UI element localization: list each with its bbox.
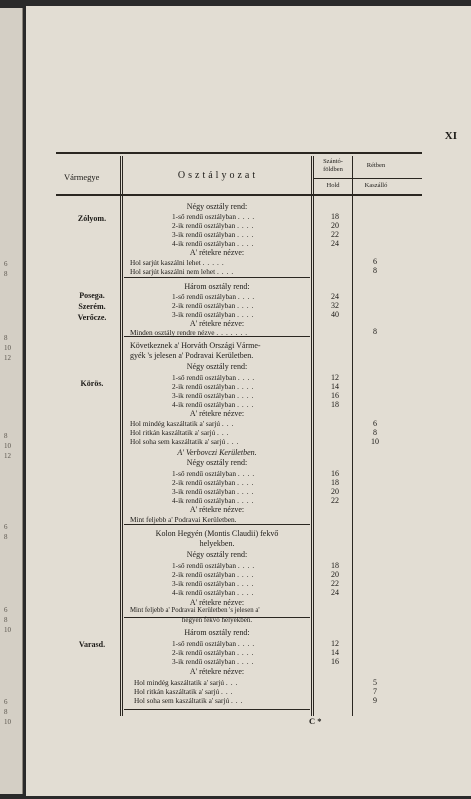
class-header: Osztályozat	[177, 170, 259, 181]
meadow-row: Hol sarjút kaszálni lehet .....	[130, 258, 227, 267]
meadow-value: 6	[373, 257, 377, 266]
land-header: Szántó-földben	[323, 158, 343, 173]
table-top-rule	[56, 152, 422, 154]
meadow-value: 10	[371, 437, 379, 446]
class-row: 3-ik rendű osztályban ....	[172, 391, 257, 400]
class-row: 1-ső rendű osztályban ....	[172, 212, 258, 221]
land-value: 16	[331, 469, 339, 478]
meadow-header: Rétben	[366, 162, 386, 169]
meadow-row: Hol ritkán kaszáltatik a' sarjú ...	[134, 687, 236, 696]
class-row: 1-ső rendű osztályban ....	[172, 469, 258, 478]
land-value: 20	[331, 487, 339, 496]
margin-number: 8	[4, 270, 8, 278]
section-title: Kolon Hegyén (Montis Claudii) fekvő	[155, 529, 279, 538]
page-number: XI	[444, 130, 457, 142]
meadow-value: 7	[373, 687, 377, 696]
land-value: 40	[331, 310, 339, 319]
land-value: 18	[331, 400, 339, 409]
header-bottom-rule	[56, 194, 422, 196]
margin-number: 6	[4, 698, 8, 706]
class-row: 4-ik rendű osztályban ....	[172, 400, 257, 409]
book-page	[26, 6, 471, 796]
class-heading: Négy osztály rend:	[186, 550, 248, 559]
class-heading: Négy osztály rend:	[186, 458, 248, 467]
meadow-value: 9	[373, 696, 377, 705]
column-divider	[352, 156, 353, 716]
class-row: 3-ik rendű osztályban ....	[172, 657, 257, 666]
land-value: 16	[331, 391, 339, 400]
class-row: 4-ik rendű osztályban ....	[172, 239, 257, 248]
section-title: Következnek a' Horváth Országi Várme-	[130, 341, 261, 350]
signature-mark: C *	[309, 716, 322, 726]
meadow-row: Hol soha sem kaszáltatik a' sarjú ...	[134, 696, 246, 705]
county-szerem: Szerém.	[78, 302, 106, 311]
county-zolyom: Zólyom.	[77, 214, 107, 223]
county-header: Vármegye	[64, 172, 100, 182]
section-rule	[124, 277, 310, 278]
margin-number: 8	[4, 708, 8, 716]
land-value: 14	[331, 382, 339, 391]
class-row: 3-ik rendű osztályban ....	[172, 230, 257, 239]
class-row: 4-ik rendű osztályban ....	[172, 588, 257, 597]
class-row: 1-ső rendű osztályban ....	[172, 639, 258, 648]
class-row: 3-ik rendű osztályban ....	[172, 579, 257, 588]
meadow-row: Hol soha sem kaszáltatik a' sarjú ...	[130, 437, 242, 446]
margin-number: 10	[4, 718, 11, 726]
county-koros: Körös.	[80, 379, 104, 388]
margin-number: 6	[4, 523, 8, 531]
class-row: 1-ső rendű osztályban ....	[172, 373, 258, 382]
class-row: 2-ik rendű osztályban ....	[172, 478, 257, 487]
meadow-heading: A' rétekre nézve:	[189, 248, 245, 257]
margin-number: 10	[4, 626, 11, 634]
meadow-row: hegyen fekvő helyekben.	[181, 616, 253, 624]
class-heading: Három osztály rend:	[184, 628, 250, 637]
meadow-row: Hol mindég kaszáltatik a' sarjú ...	[134, 678, 241, 687]
land-value: 12	[331, 373, 339, 382]
meadow-value: 8	[373, 428, 377, 437]
land-value: 24	[331, 292, 339, 301]
class-row: 2-ik rendű osztályban ....	[172, 648, 257, 657]
class-heading: Négy osztály rend:	[186, 202, 248, 211]
class-row: 2-ik rendű osztályban ....	[172, 301, 257, 310]
margin-number: 8	[4, 533, 8, 541]
section-title: helyekben.	[199, 539, 235, 548]
county-varasd: Varasd.	[78, 640, 106, 649]
meadow-heading: A' rétekre nézve:	[189, 667, 245, 676]
land-value: 18	[331, 478, 339, 487]
column-divider	[120, 156, 121, 716]
land-value: 12	[331, 639, 339, 648]
column-divider	[122, 156, 123, 716]
meadow-value: 8	[373, 327, 377, 336]
unit-header-meadow: Kaszálló	[364, 182, 388, 189]
class-row: 2-ik rendű osztályban ....	[172, 221, 257, 230]
land-value: 18	[331, 561, 339, 570]
class-heading: Három osztály rend:	[184, 282, 250, 291]
meadow-value: 8	[373, 266, 377, 275]
meadow-heading: A' rétekre nézve:	[189, 319, 245, 328]
margin-number: 10	[4, 442, 11, 450]
class-row: 3-ik rendű osztályban ....	[172, 310, 257, 319]
land-value: 16	[331, 657, 339, 666]
county-verocze: Verőcze.	[77, 313, 107, 322]
meadow-heading: A' rétekre nézve:	[189, 409, 245, 418]
section-title: A' Verbovczi Kerületben.	[177, 448, 257, 457]
land-value: 14	[331, 648, 339, 657]
class-row: 2-ik rendű osztályban ....	[172, 382, 257, 391]
meadow-row: Minden osztály rendre nézve .......	[130, 328, 251, 337]
land-value: 24	[331, 588, 339, 597]
meadow-heading: A' rétekre nézve:	[189, 598, 245, 607]
column-divider	[311, 156, 312, 716]
meadow-row: Hol sarjút kaszálni nem lehet ....	[130, 267, 237, 276]
column-divider	[313, 156, 314, 716]
land-value: 32	[331, 301, 339, 310]
margin-number: 10	[4, 344, 11, 352]
land-value: 24	[331, 239, 339, 248]
class-row: 2-ik rendű osztályban ....	[172, 570, 257, 579]
land-value: 20	[331, 570, 339, 579]
meadow-row: Hol ritkán kaszáltatik a' sarjú ...	[130, 428, 232, 437]
section-rule	[124, 524, 310, 525]
margin-number: 6	[4, 606, 8, 614]
meadow-row: Mint feljebb a' Podravai Kerületben.	[130, 515, 237, 524]
class-row: 4-ik rendű osztályban ....	[172, 496, 257, 505]
previous-page-edge	[0, 8, 23, 794]
land-value: 18	[331, 212, 339, 221]
class-heading: Négy osztály rend:	[186, 362, 248, 371]
margin-number: 6	[4, 260, 8, 268]
class-row: 3-ik rendű osztályban ....	[172, 487, 257, 496]
land-value: 22	[331, 230, 339, 239]
county-posega: Posega.	[79, 291, 105, 300]
section-rule	[124, 709, 310, 710]
land-value: 22	[331, 496, 339, 505]
land-value: 22	[331, 579, 339, 588]
class-row: 1-ső rendű osztályban ....	[172, 561, 258, 570]
meadow-row: Mint feljebb a' Podravai Kerületben 's jelesen a'	[130, 607, 260, 614]
margin-number: 8	[4, 616, 8, 624]
meadow-value: 6	[373, 419, 377, 428]
meadow-heading: A' rétekre nézve:	[189, 505, 245, 514]
meadow-row: Hol mindég kaszáltatik a' sarjú ...	[130, 419, 237, 428]
section-title: gyék 's jelesen a' Podravai Kerületben.	[130, 351, 254, 360]
unit-header-land: Hold	[326, 182, 340, 189]
land-value: 20	[331, 221, 339, 230]
margin-number: 8	[4, 334, 8, 342]
meadow-value: 5	[373, 678, 377, 687]
margin-number: 12	[4, 452, 11, 460]
margin-number: 12	[4, 354, 11, 362]
margin-number: 8	[4, 432, 8, 440]
class-row: 1-ső rendű osztályban ....	[172, 292, 258, 301]
unit-rule	[313, 178, 422, 179]
